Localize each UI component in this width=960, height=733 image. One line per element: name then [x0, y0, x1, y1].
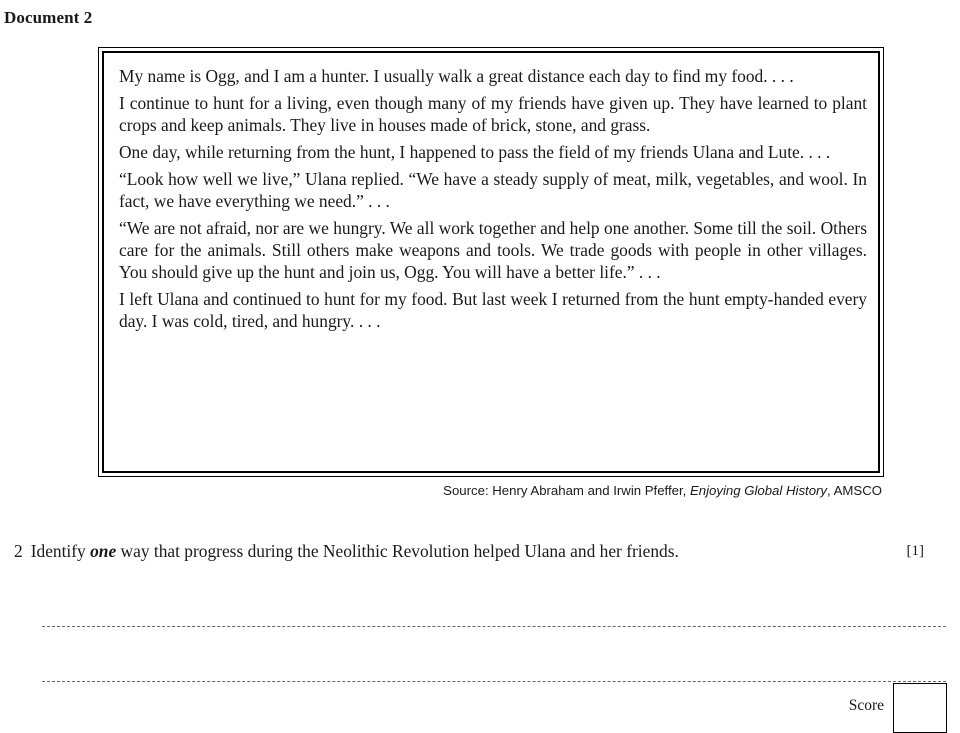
answer-line[interactable]	[42, 626, 946, 627]
source-book-title: Enjoying Global History	[689, 483, 828, 498]
question-points: [1]	[906, 543, 924, 559]
excerpt-box	[98, 47, 884, 477]
source-suffix: , AMSCO	[827, 483, 882, 498]
excerpt-paragraph: “We are not afraid, nor are we hungry. We all work together and help one another. Some till the soil. Others care for the animals. Still others make weapons and tools. We trade goods with people in other villages. You should give up the hunt and join us, Ogg. You will have a better life.” . . .	[119, 218, 867, 282]
score-label: Score	[848, 697, 884, 714]
document-title: Document 2	[4, 8, 93, 27]
excerpt-paragraph: I left Ulana and continued to hunt for my food. But last week I returned from the hunt empty-handed every day. I was cold, tired, and hungry. . . .	[119, 289, 867, 331]
question-text-after: way that progress during the Neolithic Revolution helped Ulana and her friends.	[116, 541, 679, 561]
answer-line[interactable]	[42, 681, 946, 682]
source-citation	[443, 483, 882, 498]
question-emphasis: one	[90, 541, 117, 561]
excerpt-paragraph: My name is Ogg, and I am a hunter. I usually walk a great distance each day to find my food. . . .	[119, 66, 794, 86]
question-text-before: Identify	[30, 541, 91, 561]
excerpt-inner-frame	[102, 51, 880, 473]
excerpt-paragraph: One day, while returning from the hunt, I happened to pass the field of my friends Ulana and Lute. . . .	[119, 142, 831, 162]
excerpt-paragraph: I continue to hunt for a living, even though many of my friends have given up. They have learned to plant crops and keep animals. They live in houses made of brick, stone, and grass.	[119, 93, 867, 135]
question	[14, 540, 944, 562]
excerpt-paragraph: “Look how well we live,” Ulana replied. “We have a steady supply of meat, milk, vegetables, and wool. In fact, we have everything we need.” . . .	[119, 169, 867, 211]
question-number: 2	[14, 541, 23, 561]
source-prefix: Source: Henry Abraham and Irwin Pfeffer,	[443, 483, 690, 498]
score-box[interactable]	[893, 683, 947, 733]
